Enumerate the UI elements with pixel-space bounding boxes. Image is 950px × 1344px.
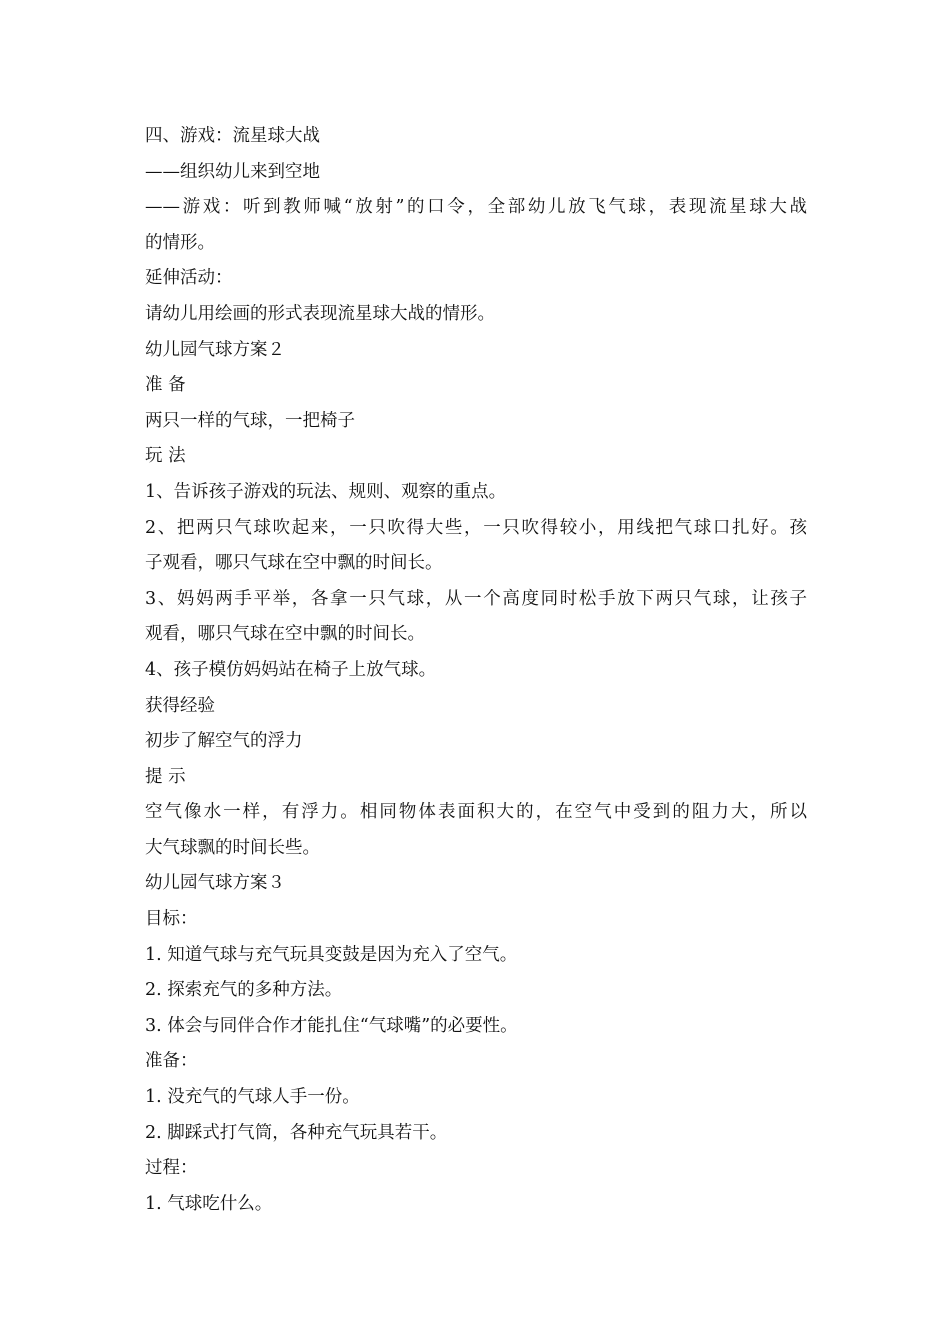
text-line: 1. 气球吃什么。 (145, 1193, 273, 1214)
text-line: 1、告诉孩子游戏的玩法、规则、观察的重点。 (145, 481, 507, 502)
text-line: 大气球飘的时间长些。 (145, 837, 320, 858)
text-line: 3. 体会与同伴合作才能扎住“气球嘴”的必要性。 (145, 1015, 518, 1036)
text-line: 延伸活动： (145, 268, 233, 289)
text-line: 观看，哪只气球在空中飘的时间长。 (145, 624, 425, 645)
text-line: 子观看，哪只气球在空中飘的时间长。 (145, 553, 443, 574)
text-line: 的情形。 (145, 232, 215, 253)
text-line: 准备： (145, 1051, 198, 1072)
text-line: 请幼儿用绘画的形式表现流星球大战的情形。 (145, 303, 495, 324)
section-heading: 幼儿园气球方案３ (145, 873, 285, 894)
text-line: 获得经验 (145, 695, 215, 716)
section-heading: 幼儿园气球方案２ (145, 339, 285, 360)
text-line: 四、游戏：流星球大战 (145, 126, 320, 146)
text-line: 1. 知道气球与充气玩具变鼓是因为充入了空气。 (145, 944, 518, 965)
text-line: 2. 探索充气的多种方法。 (145, 980, 343, 1001)
text-line: ——组织幼儿来到空地 (145, 161, 320, 182)
text-line: 4、孩子模仿妈妈站在椅子上放气球。 (145, 659, 437, 680)
text-line: 2. 脚踩式打气筒，各种充气玩具若干。 (145, 1122, 448, 1143)
text-line: 空气像水一样，有浮力。相同物体表面积大的，在空气中受到的阻力大，所以 (145, 802, 807, 823)
text-line: 过程： (145, 1158, 198, 1179)
document-body (145, 119, 807, 1222)
text-line: ——游戏：听到教师喊“放射”的口令，全部幼儿放飞气球，表现流星球大战 (145, 197, 807, 218)
text-line: 准 备 (145, 375, 186, 396)
text-line: 1. 没充气的气球人手一份。 (145, 1087, 360, 1108)
text-line: 玩 法 (145, 446, 186, 467)
text-line: 提 示 (145, 766, 186, 787)
text-line: 初步了解空气的浮力 (145, 731, 303, 752)
text-line: 目标： (145, 909, 198, 930)
text-line: 两只一样的气球，一把椅子 (145, 410, 355, 431)
text-line: 3、妈妈两手平举，各拿一只气球，从一个高度同时松手放下两只气球，让孩子 (145, 588, 807, 609)
text-line: 2、把两只气球吹起来，一只吹得大些，一只吹得较小，用线把气球口扎好。孩 (145, 517, 807, 538)
